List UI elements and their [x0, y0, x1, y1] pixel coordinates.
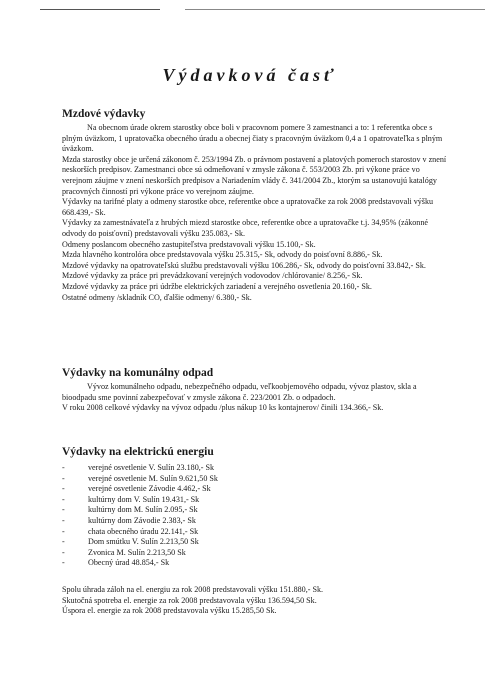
dash-marker: -: [62, 547, 65, 557]
dash-marker: -: [62, 505, 65, 515]
dash-marker: -: [62, 463, 65, 472]
list-item: [62, 548, 218, 559]
paragraph: Ostatné odmeny /skladník CO, ďalšie odmeny/ 6.380,- Sk.: [62, 292, 252, 302]
scan-line: [40, 9, 160, 10]
paragraph: Na obecnom úrade okrem starostky obce boli v pracovnom pomere 3 zamestnanci a to: 1 referentka obce s plným úväzkom, 1 upratovačka obecného úradu a obecnej čiaty s pracovným úväzkom 0,4 a 1 opatrovateľka s plným úväzkom.: [62, 123, 443, 154]
dash-marker: -: [62, 537, 65, 547]
dash-marker: -: [62, 526, 65, 536]
list-item: [62, 537, 218, 548]
paragraph: Vývoz komunálneho odpadu, nebezpečného odpadu, veľkoobjemového odpadu, vývoz plastov, skla a bioodpadu sme povinní zabezpečovať v zmysle zákona č. 223/2001 Zb. o odpadoch.: [62, 382, 417, 402]
list-item-text: verejné osvetlenie Závodie 4.462,- Sk: [88, 484, 211, 494]
paragraph: Mzdové výdavky za práce pri prevádzkovaní verejných vodovodov /chlórovanie/ 8.256,- Sk.: [62, 271, 363, 281]
list-item: [62, 505, 218, 516]
section-heading-mzdove: Mzdové výdavky: [62, 108, 146, 120]
paragraph: Mzda hlavného kontrolóra obce predstavovala výšku 25.315,- Sk, odvody do poisťovní 8.886,- Sk.: [62, 250, 383, 260]
dash-marker: -: [62, 484, 65, 494]
paragraph: V roku 2008 celkové výdavky na vývoz odpadu /plus nákup 10 ks kontajnerov/ činili 134.366,- Sk.: [62, 403, 384, 413]
list-item-text: kultúrny dom V. Sulín 19.431,- Sk: [88, 494, 200, 504]
paragraph: Výdavky za zamestnávateľa z hrubých miezd starostke obce, referentke obce a upratovačke t.j. 34,95% (zákonné odvody do poisťovní) predstavovali výšku 235.083,- Sk.: [62, 218, 428, 238]
dash-marker: -: [62, 515, 65, 525]
paragraph: Skutočná spotreba el. energie za rok 2008 predstavovala výšku 136.594,50 Sk.: [62, 595, 317, 605]
list-item-text: chata obecného úradu 22.141,- Sk: [88, 526, 199, 536]
dash-marker: -: [62, 494, 65, 504]
list-item-text: kultúrny dom M. Sulín 2.095,- Sk: [88, 505, 198, 515]
list-item: [62, 484, 218, 495]
list-item-text: verejné osvetlenie M. Sulín 9.621,50 Sk: [88, 473, 218, 483]
page-title: Výdavková časť: [162, 65, 338, 85]
list-item-text: verejné osvetlenie V. Sulín 23.180,- Sk: [88, 463, 215, 472]
dash-marker: -: [62, 473, 65, 483]
paragraph: Výdavky na tarifné platy a odmeny starostke obce, referentke obce a upratovačke za rok 2008 predstavovali výšku 668.439,- Sk.: [62, 197, 434, 217]
list-item-text: Dom smútku V. Sulín 2.213,50 Sk: [88, 537, 199, 547]
paragraph: Mzda starostky obce je určená zákonom č. 253/1994 Zb. o právnom postavení a platových pomeroch starostov v znení neskorších predpisov. Zamestnanci obce sú odmeňovaní v zmysle zákona č. 553/2003 Zb. pri výkone práce vo verejnom záujme v znení neskorších predpisov a Nariadením vlády č. 341/2004 Zb., ktorým sa ustanovujú katalógy pracovných činností pri výkone práce vo verejnom záujme.: [62, 154, 447, 196]
list-item-text: Zvonica M. Sulín 2.213,50 Sk: [88, 547, 186, 557]
section-heading-odpad: Výdavky na komunálny odpad: [62, 367, 214, 379]
section-body-odpad: [62, 382, 447, 414]
list-item: [62, 474, 218, 485]
paragraph: Mzdové výdavky na opatrovateľskú službu predstavovali výšku 106.286,- Sk, odvody do poisťovní 33.842,- Sk.: [62, 260, 426, 270]
list-item: [62, 495, 218, 506]
section-heading-energia: Výdavky na elektrickú energiu: [62, 446, 214, 458]
list-item-text: kultúrny dom Závodie 2.383,- Sk: [88, 515, 196, 525]
paragraph: Spolu úhrada záloh na el. energiu za rok 2008 predstavovali výšku 151.880,- Sk.: [62, 585, 324, 594]
energy-list: [62, 463, 218, 569]
paragraph: Mzdové výdavky za práce pri údržbe elektrických zariadení a verejného osvetlenia 20.160,- Sk.: [62, 281, 372, 291]
list-item: [62, 527, 218, 538]
energy-summary: [62, 585, 462, 617]
list-item-text: Obecný úrad 48.854,- Sk: [88, 558, 170, 568]
paragraph: Úspora el. energie za rok 2008 predstavovala výšku 15.285,50 Sk.: [62, 606, 277, 616]
paragraph: Odmeny poslancom obecného zastupiteľstva predstavovali výšku 15.100,- Sk.: [62, 239, 316, 249]
list-item: [62, 558, 218, 569]
list-item: [62, 463, 218, 474]
scan-line: [185, 9, 485, 10]
dash-marker: -: [62, 558, 65, 568]
list-item: [62, 516, 218, 527]
section-body-mzdove: [62, 123, 447, 303]
